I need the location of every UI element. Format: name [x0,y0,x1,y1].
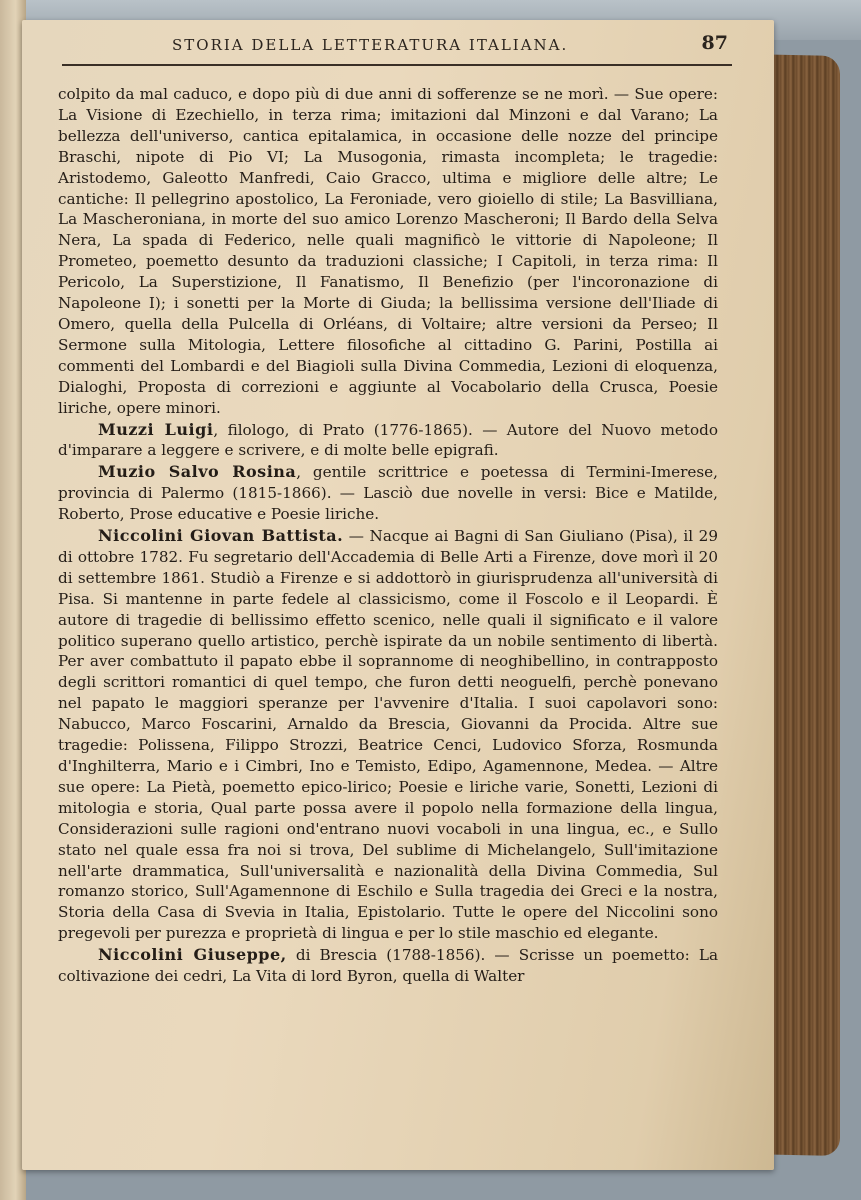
entry-name: Niccolini Giovan Battista. [98,526,344,546]
entry-text: — Nacque ai Bagni di San Giuliano (Pisa), il 29 di ottobre 1782. Fu segretario dell'Accademia di Belle Arti a Firenze, dove morì il 20 di settembre 1861. Studiò a Firenze e si addottorò in giurisprudenza all'università di Pisa. Si mantenne in parte fedele al classicismo, come il Foscolo e il Leopardi. È autore di tragedie di bellissimo effetto scenico, nelle quali il significato e il valore politico superano quello artistico, perchè ispirate da un nobile sentimento di libertà. Per aver combattuto il papato ebbe il soprannome di neoghibellino, in contrapposto degli scrittori romantici di quel tempo, che furon detti neoguelfi, perchè ponevano nel papato le maggiori speranze per l'avvenire d'Italia. I suoi capolavori sono: Nabucco, Marco Foscarini, Arnaldo da Brescia, Giovanni da Procida. Altre sue tragedie: Polissena, Filippo Strozzi, Beatrice Cenci, Ludovico Sforza, Rosmunda d'Inghilterra, Mario e i Cimbri, Ino e Temisto, Edipo, Agamennone, Medea. — Altre sue opere: La Pietà, poemetto epico-lirico; Poesie e liriche varie, Sonetti, Lezioni di mitologia e storia, Qual parte possa avere il popolo nella formazione della lingua, Considerazioni sulle ragioni ond'entrano nuovi vocaboli in una lingua, ec., e Sullo stato nel quale essa fra noi si trova, Del sublime di Michelangelo, Sull'imitazione nell'arte drammatica, Sull'universalità e nazionalità della Divina Commedia, Sul romanzo storico, Sull'Agamennone di Eschilo e Sulla tragedia dei Greci e la nostra, Storia della Casa di Svevia in Italia, Epistolario. Tutte le opere del Niccolini sono pregevoli per purezza e proprietà di lingua e per lo stile maschio ed elegante. [58,527,718,943]
body-text [58,84,718,988]
entry-muzio-salvo-rosina [58,462,718,525]
page-header [62,30,732,66]
paragraph-continuation [58,84,718,419]
entry-name: Niccolini Giuseppe, [98,945,287,965]
entry-text: , gentile scrittrice e poetessa di Termini-Imerese, provincia di Palermo (1815-1866). — Lasciò due novelle in versi: Bice e Matilde, Roberto, Prose educative e Poesie liriche. [58,463,718,524]
entry-niccolini-giuseppe [58,945,718,987]
running-title: STORIA DELLA LETTERATURA ITALIANA. [172,36,569,54]
paragraph-text: colpito da mal caduco, e dopo più di due anni di sofferenze se ne morì. — Sue opere: La Visione di Ezechiello, in terza rima; imitazioni dal Minzoni e dal Varano; La bellezza dell'universo, cantica epitalamica, in occasione delle nozze del principe Braschi, nipote di Pio VI; La Musogonia, rimasta incompleta; le tragedie: Aristodemo, Galeotto Manfredi, Caio Gracco, ultima e migliore delle altre; Le cantiche: Il pellegrino apostolico, La Feroniade, vero gioiello di stile; La Basvilliana, La Mascheroniana, in morte del suo amico Lorenzo Mascheroni; Il Bardo della Selva Nera, La spada di Federico, nelle quali magnificò le vittorie di Napoleone; Il Prometeo, poemetto desunto da traduzioni classiche; I Capitoli, in terza rima: Il Pericolo, La Superstizione, Il Fanatismo, Il Benefizio (per l'incoronazione di Napoleone I); i sonetti per la Morte di Giuda; la bellissima versione dell'Iliade di Omero, quella della Pulcella di Orléans, di Voltaire; altre versioni da Perseo; Il Sermone sulla Mitologia, Lettere filosofiche al cittadino G. Parini, Postilla ai commenti del Lombardi e del Biagioli sulla Divina Commedia, Lezioni di eloquenza, Dialoghi, Proposta di correzioni e aggiunte al Vocabolario della Crusca, Poesie liriche, opere minori. [58,85,718,417]
entry-text: , filologo, di Prato (1776-1865). — Autore del Nuovo metodo d'imparare a leggere e scrivere, e di molte belle epigrafi. [58,420,719,460]
entry-name: Muzzi Luigi [98,419,214,439]
entry-text: di Brescia (1788-1856). — Scrisse un poemetto: La coltivazione dei cedri, La Vita di lord Byron, quella di Walter [58,946,718,986]
entry-niccolini-giovan-battista [58,526,718,944]
page-number: 87 [701,32,728,54]
entry-muzzi-luigi [58,420,718,462]
entry-name: Muzio Salvo Rosina [98,462,297,482]
